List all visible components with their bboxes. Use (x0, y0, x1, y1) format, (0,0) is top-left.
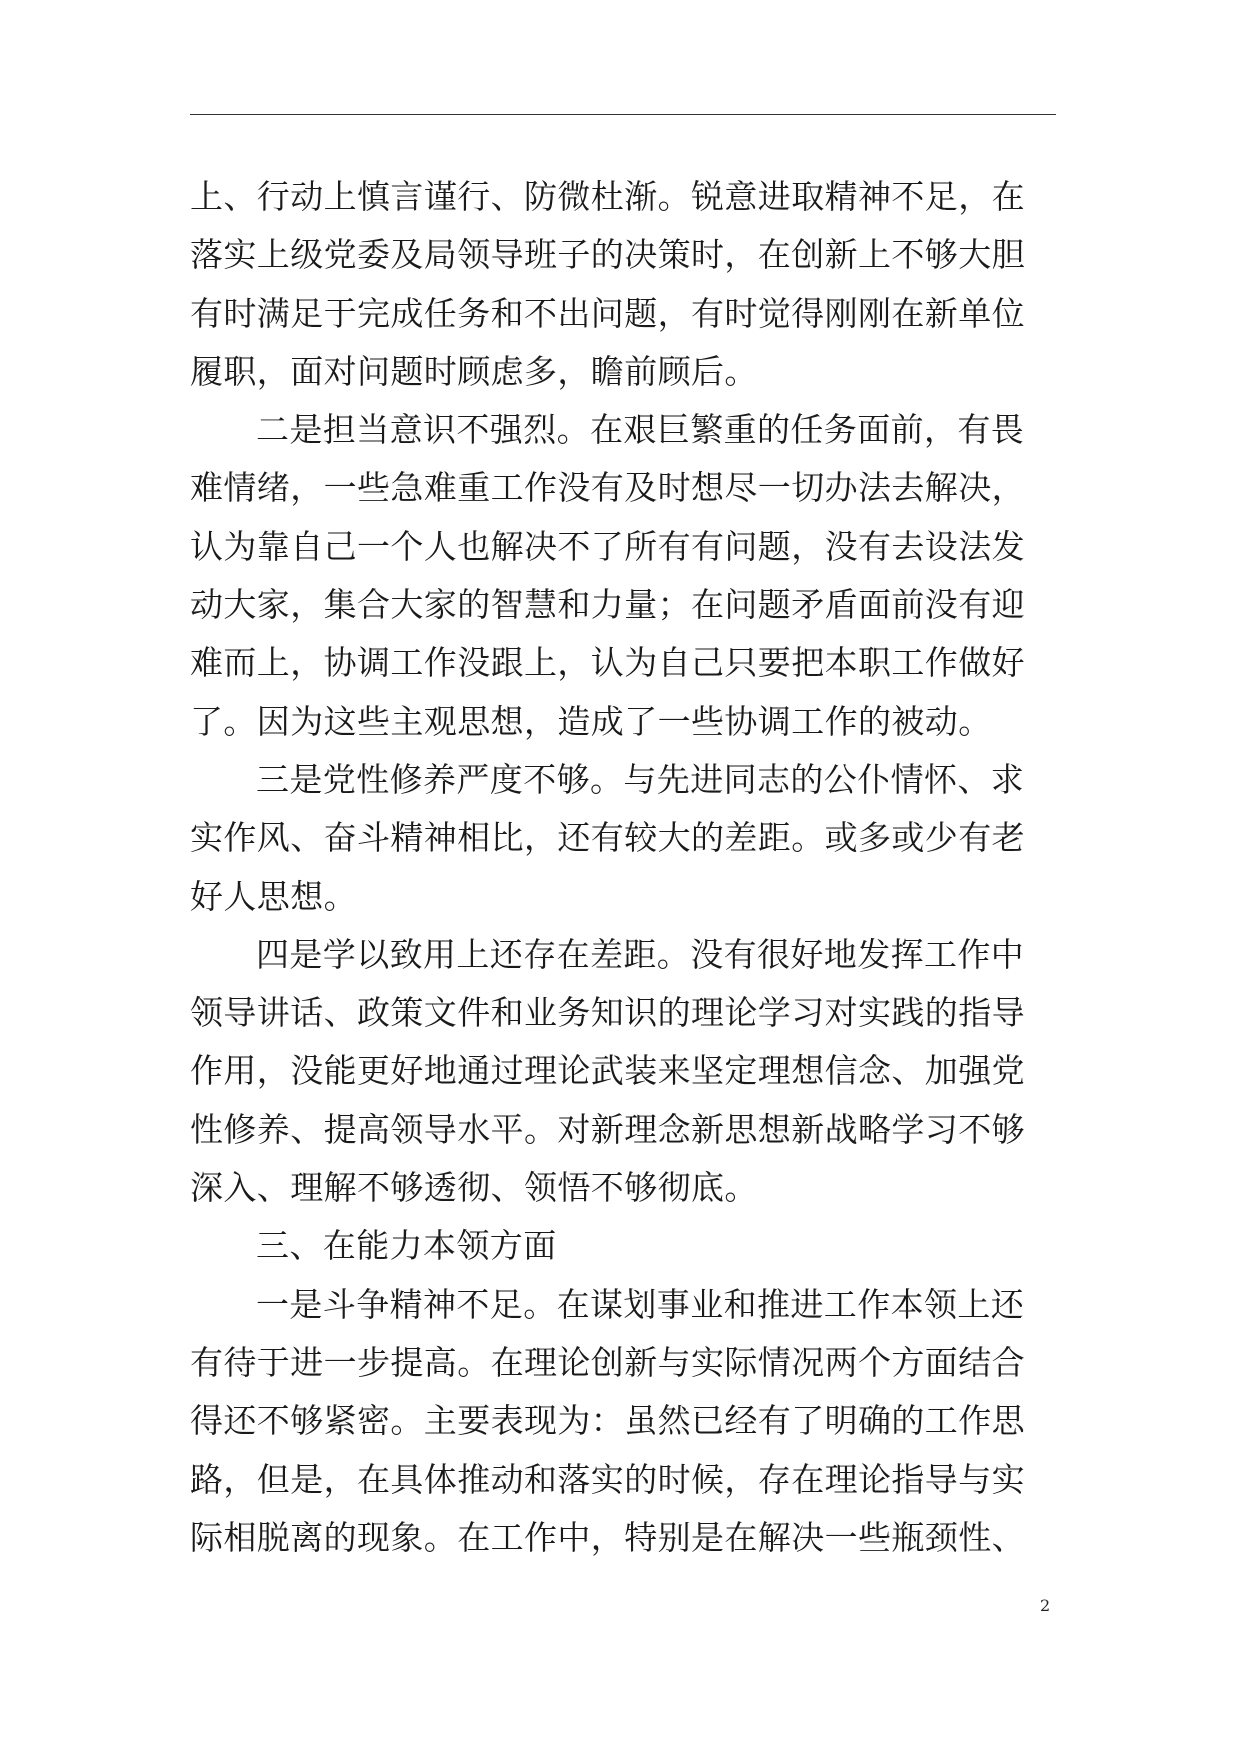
text-line: 动大家，集合大家的智慧和力量；在问题矛盾面前没有迎 (190, 585, 1025, 625)
text-line: 际相脱离的现象。在工作中，特别是在解决一些瓶颈性、 (190, 1517, 1025, 1557)
text-line: 作用，没能更好地通过理论武装来坚定理想信念、加强党 (190, 1051, 1025, 1091)
text-line: 上、行动上慎言谨行、防微杜渐。锐意进取精神不足，在 (190, 177, 1025, 216)
text-line: 四是学以致用上还存在差距。没有很好地发挥工作中 (256, 934, 1025, 974)
text-line: 路，但是，在具体推动和落实的时候，存在理论指导与实 (190, 1459, 1025, 1499)
text-line: 一是斗争精神不足。在谋划事业和推进工作本领上还 (256, 1284, 1025, 1324)
text-line: 性修养、提高领导水平。对新理念新思想新战略学习不够 (190, 1109, 1025, 1149)
text-line: 落实上级党委及局领导班子的决策时，在创新上不够大胆 (190, 235, 1025, 275)
text-line: 好人思想。 (190, 876, 357, 916)
text-line: 三、在能力本领方面 (256, 1226, 557, 1266)
header-rule (190, 114, 1056, 115)
text-line: 难情绪，一些急难重工作没有及时想尽一切办法去解决， (190, 468, 1025, 508)
text-line: 领导讲话、政策文件和业务知识的理论学习对实践的指导 (190, 993, 1025, 1033)
page-number: 2 (1040, 1596, 1051, 1615)
text-line: 实作风、奋斗精神相比，还有较大的差距。或多或少有老 (190, 818, 1025, 858)
body-text (190, 168, 1060, 1567)
text-line: 难而上，协调工作没跟上，认为自己只要把本职工作做好 (190, 643, 1025, 683)
text-line: 履职，面对问题时顾虑多，瞻前顾后。 (190, 351, 758, 391)
text-line: 得还不够紧密。主要表现为：虽然已经有了明确的工作思 (190, 1401, 1025, 1441)
text-line: 了。因为这些主观思想，造成了一些协调工作的被动。 (190, 701, 992, 741)
text-line: 深入、理解不够透彻、领悟不够彻底。 (190, 1168, 758, 1208)
text-line: 三是党性修养严度不够。与先进同志的公仆情怀、求 (256, 759, 1025, 799)
text-line: 二是担当意识不强烈。在艰巨繁重的任务面前，有畏 (256, 410, 1025, 450)
text-line: 认为靠自己一个人也解决不了所有有问题，没有去设法发 (190, 526, 1025, 566)
text-line: 有待于进一步提高。在理论创新与实际情况两个方面结合 (190, 1342, 1025, 1382)
text-line: 有时满足于完成任务和不出问题，有时觉得刚刚在新单位 (190, 293, 1025, 333)
